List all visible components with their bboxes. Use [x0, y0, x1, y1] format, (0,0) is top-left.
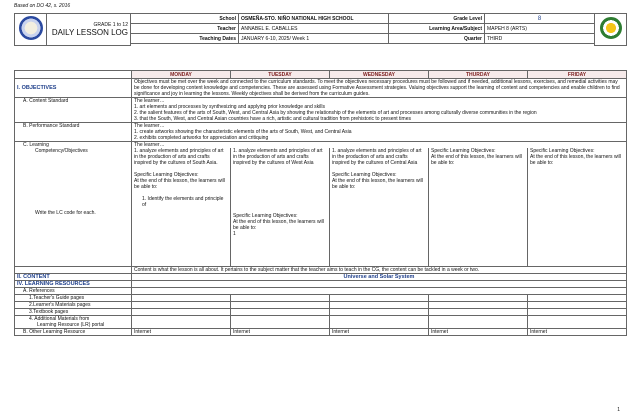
school-seal-icon	[600, 17, 622, 39]
competency-friday	[528, 148, 627, 267]
tue-specific-intro: At the end of this lesson, the learners will be able to:	[233, 219, 324, 231]
tg-tue	[231, 295, 330, 302]
tg-wed	[330, 295, 429, 302]
mon-specific-label: Specific Learning Objectives:	[134, 172, 199, 178]
based-on-note: Based on DO 42, s. 2016	[14, 3, 71, 9]
references-blank	[132, 288, 627, 295]
fri-specific-intro: At the end of this lesson, the learners will be able to:	[530, 154, 621, 166]
lr-portal-label-1: 4. Additional Materials from	[29, 316, 90, 322]
header-table	[14, 13, 627, 46]
lr-wed	[330, 316, 429, 329]
content-label: II. CONTENT	[15, 274, 132, 281]
grade-range: GRADE 1 to 12	[93, 21, 128, 28]
thu-specific-intro: At the end of this lesson, the learners will be able to:	[431, 154, 522, 166]
performance-standard-2: 2. exhibits completed artworks for appreciation and critiquing	[134, 135, 269, 141]
lr-thu	[429, 316, 528, 329]
fri-specific-label: Specific Learning Objectives:	[530, 148, 595, 154]
tue-objective-1: 1	[233, 231, 236, 237]
tg-fri	[528, 295, 627, 302]
area-label: Learning Area/Subject	[389, 24, 485, 34]
page-number: 1	[617, 407, 620, 413]
dates-value: JANUARY 6-10, 2025/ Week 1	[239, 34, 389, 44]
quarter-value: THIRD	[485, 34, 595, 44]
lm-tue	[231, 302, 330, 309]
school-label: School	[131, 14, 239, 24]
teacher-label: Teacher	[131, 24, 239, 34]
competency-wednesday	[330, 148, 429, 267]
doc-title: DAILY LESSON LOG	[51, 27, 128, 37]
mon-specific-intro: At the end of this lesson, the learners will be able to:	[134, 178, 225, 190]
performance-standard-text	[132, 123, 627, 142]
other-thu: Internet	[429, 329, 528, 336]
lr-fri	[528, 316, 627, 329]
wed-competency: 1. analyze elements and principles of art in the production of arts and crafts inspired by the cultures of Central Asia	[332, 148, 422, 166]
quarter-label: Quarter	[389, 34, 485, 44]
grade-level-value: 8	[485, 14, 595, 24]
content-note: Content is what the lesson is all about. It pertains to the subject matter that the teacher aims to teach in the CG, the content can be tackled in a week or two.	[132, 267, 627, 274]
lm-fri	[528, 302, 627, 309]
objectives-text: Objectives must be met over the week and connected to the curriculum standards. To meet the objectives necessary procedures must be followed and if needed, additional lessons, exercises, and remedial activities may be done for developing content knowledge and competencies. These are assessed using Formative Assessment strategies. Valuing objectives support the learning of content and competencies and enable children to find significance and joy in learning the lessons. Weekly objectives shall be derived from the curriculum guides.	[132, 79, 627, 98]
tb-fri	[528, 309, 627, 316]
day-tuesday: TUESDAY	[231, 71, 330, 79]
day-thursday: THURDAY	[429, 71, 528, 79]
dates-label: Teaching Dates	[131, 34, 239, 44]
mon-objective-1: 1. Identify the elements and principle of	[142, 196, 224, 208]
content-standard-1: 1. art elements and processes by synthesizing and applying prior knowledge and skills	[134, 104, 325, 110]
lm-thu	[429, 302, 528, 309]
tg-mon	[132, 295, 231, 302]
lr-mon	[132, 316, 231, 329]
mon-competency: 1. analyze elements and principles of art in the production of arts and crafts inspired by the cultures of South Asia.	[134, 148, 224, 166]
content-note-blank	[15, 267, 132, 274]
deped-seal	[15, 14, 47, 46]
competency-label-1: C. Learning	[23, 142, 49, 148]
day-friday: FRIDAY	[528, 71, 627, 79]
content-standard-text	[132, 98, 627, 123]
tg-thu	[429, 295, 528, 302]
textbook-pages-label: 3.Textbook pages	[15, 309, 132, 316]
wed-specific-label: Specific Learning Objectives:	[332, 172, 397, 178]
wed-specific-intro: At the end of this lesson, the learners will be able to:	[332, 178, 423, 190]
days-corner	[15, 71, 132, 79]
tb-tue	[231, 309, 330, 316]
lr-portal-label-2: Learning Resource (LR) portal	[37, 322, 105, 328]
competency-monday	[132, 148, 231, 267]
tb-wed	[330, 309, 429, 316]
day-monday: MONDAY	[132, 71, 231, 79]
tue-competency: 1. analyze elements and principles of art in the production of arts and crafts inspired by the cultures of West Asia	[233, 148, 323, 166]
competency-tuesday	[231, 148, 330, 267]
lr-portal-label	[15, 316, 132, 329]
tb-thu	[429, 309, 528, 316]
tg-pages-label: 1.Teacher's Guide pages	[15, 295, 132, 302]
competency-label	[15, 142, 132, 267]
lm-wed	[330, 302, 429, 309]
content-standard-2: 2. the salient features of the arts of South, West, and Central Asia by showing the relationship of the elements of art and processes among culturally diverse communities in the region	[134, 110, 537, 116]
content-standard-intro: The learner…	[134, 98, 165, 104]
competency-label-2: Competency/Objectives	[35, 148, 88, 154]
tue-specific-label: Specific Learning Objectives:	[233, 213, 298, 219]
references-label: A. References	[15, 288, 132, 295]
competency-intro: The learner…	[132, 142, 627, 149]
lesson-log-table	[14, 70, 627, 336]
resources-blank	[132, 281, 627, 288]
objectives-label: I. OBJECTIVES	[15, 79, 132, 98]
lm-pages-label: 2.Learner's Materials pages	[15, 302, 132, 309]
day-wednesday: WEDNESDAY	[330, 71, 429, 79]
other-tue: Internet	[231, 329, 330, 336]
other-resource-label: B. Other Learning Resource	[15, 329, 132, 336]
lm-mon	[132, 302, 231, 309]
title-box	[47, 14, 131, 46]
lc-code-note: Write the LC code for each.	[35, 210, 96, 216]
school-value: OSMEÑA-STO. NIÑO NATIONAL HIGH SCHOOL	[239, 14, 389, 24]
resources-label: IV. LEARNING RESOURCES	[15, 281, 132, 288]
school-seal	[595, 14, 627, 46]
performance-standard-intro: The learner…	[134, 123, 165, 129]
competency-thursday	[429, 148, 528, 267]
lr-tue	[231, 316, 330, 329]
other-wed: Internet	[330, 329, 429, 336]
thu-specific-label: Specific Learning Objectives:	[431, 148, 496, 154]
performance-standard-label: B. Performance Standard	[15, 123, 132, 142]
other-mon: Internet	[132, 329, 231, 336]
other-fri: Internet	[528, 329, 627, 336]
performance-standard-1: 1. create artworks showing the characteristic elements of the arts of South, West, and Central Asia	[134, 129, 352, 135]
grade-level-label: Grade Level	[389, 14, 485, 24]
area-value: MAPEH 8 (ARTS)	[485, 24, 595, 34]
deped-seal-icon	[19, 16, 43, 40]
content-topic: Universe and Solar System	[132, 274, 627, 281]
tb-mon	[132, 309, 231, 316]
content-standard-3: 3. that the South, West, and Central Asian countries have a rich, artistic and cultural tradition from prehistoric to present times	[134, 116, 411, 122]
teacher-value: ANNABEL E. CABALLES	[239, 24, 389, 34]
content-standard-label: A. Content Standard	[15, 98, 132, 123]
